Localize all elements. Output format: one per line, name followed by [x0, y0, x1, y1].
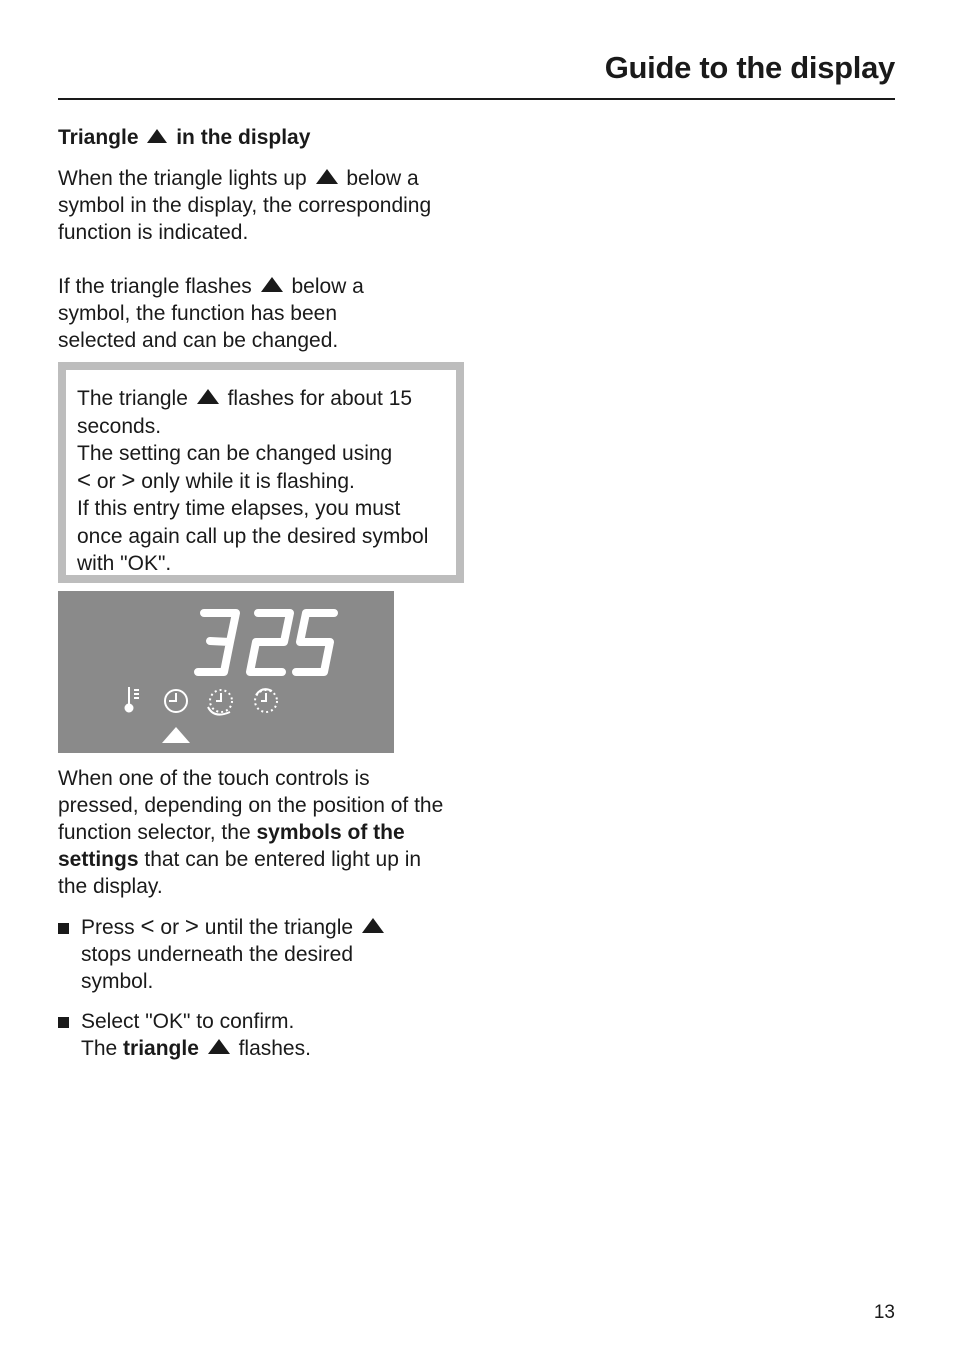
note-line-4: If this entry time elapses, you must once again call up the desired symbol with "OK". [77, 497, 429, 575]
bullet-square-icon [58, 923, 69, 934]
triangle-icon [197, 389, 219, 404]
note-line-2: The setting can be changed using [77, 442, 393, 465]
triangle-icon [261, 277, 283, 292]
header-rule [58, 98, 895, 100]
paragraph-3: When one of the touch controls is pressed, depending on the position of the function selector, the symbols of the settings that can be entered light up in the display. [58, 767, 444, 898]
bullet-square-icon [58, 1017, 69, 1028]
display-graphic [58, 591, 394, 753]
list-item: Press < or > until the triangle stops underneath the desired symbol. [58, 914, 418, 995]
page-number: 13 [873, 1302, 895, 1323]
paragraph-2: If the triangle flashes below a symbol, the function has been selected and can be changed. [58, 275, 364, 352]
triangle-icon [208, 1039, 230, 1054]
paragraph-1: When the triangle lights up below a symbol in the display, the corresponding function is indicated. [58, 167, 432, 244]
section-heading: Triangle in the display [58, 126, 311, 149]
selection-triangle-icon [162, 727, 190, 743]
start-time-icon [255, 689, 277, 712]
list-item: Select "OK" to confirm. The triangle flashes. [58, 1008, 418, 1062]
oven-display [58, 591, 394, 753]
chevron-left-icon: < [140, 913, 155, 940]
clock-icon [165, 690, 187, 712]
note-line-3: < or > only while it is flashing. [77, 466, 355, 494]
display-readout [198, 613, 334, 672]
end-time-icon [208, 690, 232, 715]
note-box [58, 362, 464, 583]
chevron-right-icon: > [184, 913, 199, 940]
chevron-left-icon: < [77, 466, 92, 494]
thermometer-icon [126, 687, 140, 712]
page-title: Guide to the display [604, 50, 895, 85]
triangle-icon [362, 918, 384, 933]
triangle-icon [316, 169, 338, 184]
chevron-right-icon: > [121, 466, 136, 494]
triangle-icon [147, 129, 167, 143]
note-line-1: The triangle flashes for about 15 seconds. [77, 387, 413, 438]
